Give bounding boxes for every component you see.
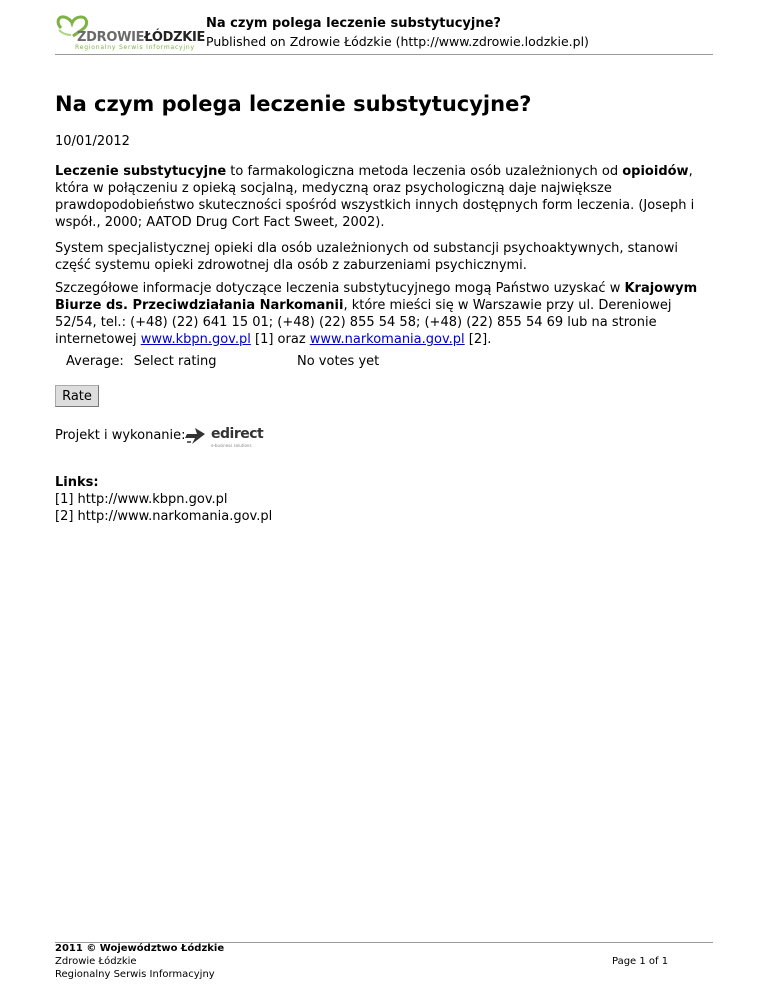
paragraph-3: Szczegółowe informacje dotyczące leczenia substytucyjnego mogą Państwo uzyskać w Krajowym Biurze ds. Przeciwdziałania Narkomanii, które mieści się w Warszawie przy ul. Dereniowej 52/54, tel.: (+48) (22) 641 15 01; (+48) (22) 855 54 58; (+48) (22) 855 54 69 lub na stronie internetowej www.kbpn.gov.pl [1] oraz www.narkomania.gov.pl [2]. bbox=[55, 281, 698, 347]
select-rating[interactable]: Select rating bbox=[133, 354, 217, 369]
bold-term: Krajowym Biurze ds. Przeciwdziałania Narkomanii bbox=[55, 281, 698, 313]
article-date: 10/01/2012 bbox=[55, 134, 130, 149]
rate-button[interactable]: Rate bbox=[55, 385, 99, 407]
votes-count: No votes yet bbox=[297, 354, 380, 369]
header-published: Published on Zdrowie Łódzkie (http://www.zdrowie.lodzkie.pl) bbox=[206, 34, 589, 49]
link-reference: [2] http://www.narkomania.gov.pl bbox=[55, 509, 273, 524]
page-number: Page 1 of 1 bbox=[612, 956, 669, 967]
edirect-logo[interactable] bbox=[183, 424, 263, 450]
footer-site-subtitle: Regionalny Serwis Informacyjny bbox=[55, 969, 215, 980]
link-narkomania[interactable]: www.narkomania.gov.pl bbox=[309, 332, 465, 347]
site-logo[interactable] bbox=[55, 14, 206, 51]
rating-widget bbox=[66, 354, 217, 369]
page-title: Na czym polega leczenie substytucyjne? bbox=[55, 92, 532, 116]
credit-label: Projekt i wykonanie: bbox=[55, 428, 186, 443]
edirect-arrow-icon bbox=[183, 424, 209, 448]
average-label: Average: bbox=[66, 354, 124, 369]
logo-subtitle: Regionalny Serwis Informacyjny bbox=[75, 44, 195, 51]
header-doc-title: Na czym polega leczenie substytucyjne? bbox=[206, 16, 501, 31]
links-title: Links: bbox=[55, 475, 99, 490]
logo-text: ZDROWIEŁÓDZKIE bbox=[77, 30, 206, 45]
footer-copyright: 2011 © Województwo Łódzkie bbox=[55, 943, 225, 954]
page-header bbox=[55, 14, 713, 55]
link-kbpn[interactable]: www.kbpn.gov.pl bbox=[140, 332, 251, 347]
paragraph-1: Leczenie substytucyjne to farmakologiczna metoda leczenia osób uzależnionych od opioidów, która w połączeniu z opieką socjalną, medyczną oraz psychologiczną daje największe prawdopodobieństwo skuteczności spośród wszystkich innych dostępnych form leczenia. (Joseph i współ., 2000; AATOD Drug Cort Fact Sweet, 2002). bbox=[55, 164, 695, 230]
edirect-logo-tagline: e-business solutions bbox=[211, 443, 252, 448]
link-reference: [1] http://www.kbpn.gov.pl bbox=[55, 492, 228, 507]
bold-term: Leczenie substytucyjne bbox=[55, 164, 227, 179]
edirect-logo-text: edirect bbox=[211, 426, 264, 442]
paragraph-2: System specjalistycznej opieki dla osób uzależnionych od substancji psychoaktywnych, stanowi część systemu opieki zdrowotnej dla osób z zaburzeniami psychicznymi. bbox=[55, 241, 678, 273]
bold-term: opioidów bbox=[622, 164, 689, 179]
footer-site-name: Zdrowie Łódzkie bbox=[55, 956, 137, 967]
